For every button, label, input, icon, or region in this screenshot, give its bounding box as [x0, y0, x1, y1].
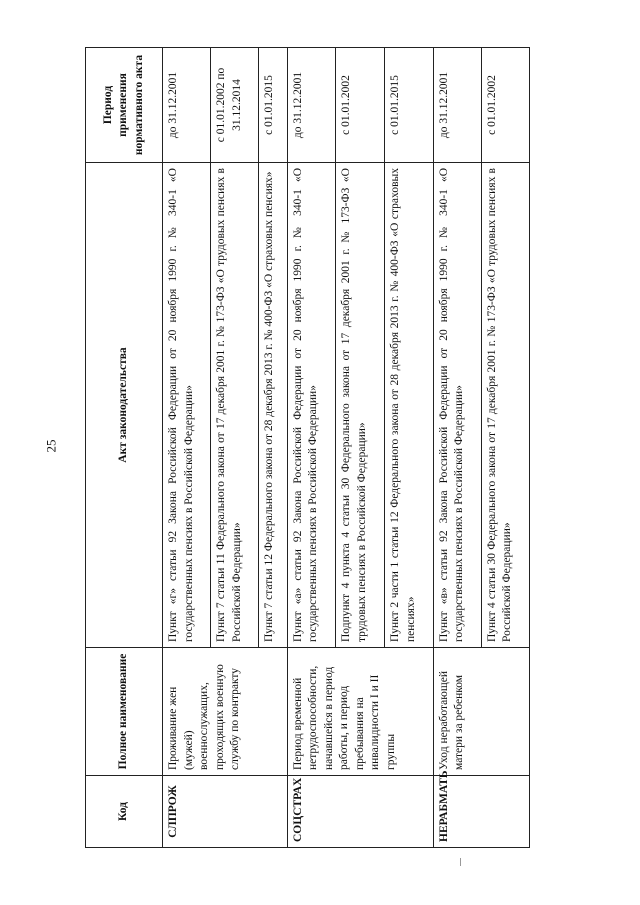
scan-mark [460, 858, 461, 866]
row-period: с 01.01.2015 [259, 48, 287, 163]
row-period: до 31.12.2001 [433, 48, 481, 163]
row-name: Проживание жен (мужей) военнослужащих, проходящих военную службу по контракту [163, 648, 288, 776]
rotated-table-container [85, 48, 530, 848]
row-act: Подпункт 4 пункта 4 статьи 30 Федерального закона от 17 декабря 2001 г. № 173-ФЗ «О трудовых пенсиях в Российской Федерации» [336, 163, 385, 648]
row-act: Пункт 7 статьи 11 Федерального закона от 17 декабря 2001 г. № 173-ФЗ «О трудовых пенсиях в Российской Федерации» [211, 163, 259, 648]
row-name: Период временной нетрудоспособности, начавшейся в период работы, и период пребывания на инвалидности I и II группы [287, 648, 433, 776]
row-period: с 01.01.2002 [336, 48, 385, 163]
page-number: 25 [43, 439, 59, 453]
row-act: Пункт 2 части 1 статьи 12 Федерального закона от 28 декабря 2013 г. № 400-ФЗ «О страховых пенсиях» [385, 163, 434, 648]
row-name: Уход неработающей матери за ребенком [433, 648, 529, 776]
row-code: СОЦСТРАХ [287, 776, 433, 848]
legislation-table [85, 47, 530, 848]
table-row [433, 48, 481, 848]
row-act: Пункт «г» статьи 92 Закона Российской Федерации от 20 ноября 1990 г. № 340-1 «О государственных пенсиях в Российской Федерации» [163, 163, 211, 648]
header-code: Код [86, 776, 163, 848]
row-period: до 31.12.2001 [287, 48, 336, 163]
header-period: Период применения нормативного акта [86, 48, 163, 163]
table-header-row [86, 48, 163, 848]
header-name: Полное наименование [86, 648, 163, 776]
row-period: с 01.01.2015 [385, 48, 434, 163]
row-code: НЕРАБМАТЬ [433, 776, 529, 848]
row-act: Пункт «а» статьи 92 Закона Российской Федерации от 20 ноября 1990 г. № 340-1 «О государственных пенсиях в Российской Федерации» [287, 163, 336, 648]
row-act: Пункт «в» статьи 92 Закона Российской Федерации от 20 ноября 1990 г. № 340-1 «О государственных пенсиях в Российской Федерации» [433, 163, 481, 648]
row-period: с 01.01.2002 по 31.12.2014 [211, 48, 259, 163]
row-code: СЛПРОЖ [163, 776, 288, 848]
table-row [287, 48, 336, 848]
header-act: Акт законодательства [86, 163, 163, 648]
row-act: Пункт 7 статьи 12 Федерального закона от 28 декабря 2013 г. № 400-ФЗ «О страховых пенсиях» [259, 163, 287, 648]
row-act: Пункт 4 статьи 30 Федерального закона от 17 декабря 2001 г. № 173-ФЗ «О трудовых пенсиях в Российской Федерации» [481, 163, 529, 648]
table-row [163, 48, 211, 848]
row-period: с 01.01.2002 [481, 48, 529, 163]
row-period: до 31.12.2001 [163, 48, 211, 163]
